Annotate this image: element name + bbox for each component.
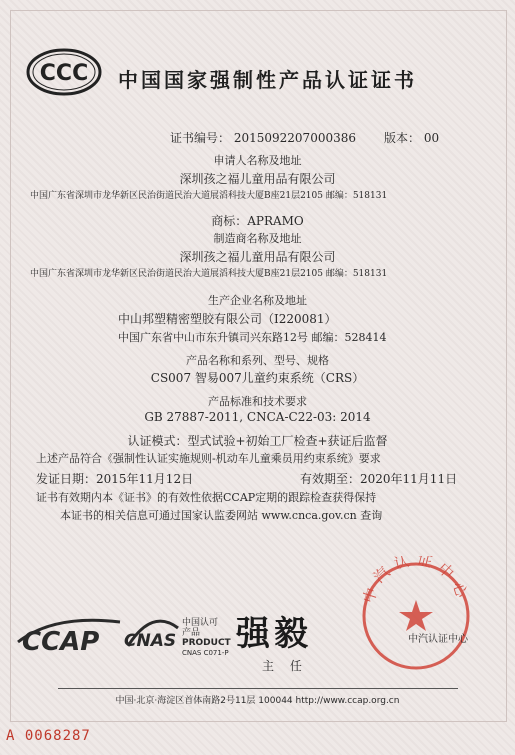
cnas-cn: 中国认可 <box>182 618 219 628</box>
footer-address: 中国·北京·海淀区首体南路2号11层 100044 http://www.ccap.org.cn <box>115 696 400 706</box>
brand: 商标：APRAMO <box>211 214 304 228</box>
seal-caption: 中汽认证中心 <box>408 634 468 645</box>
product-label: 产品名称和系列、型号、规格 <box>186 354 329 367</box>
ccap-logo-text: CCAP <box>22 627 100 656</box>
valid-until: 有效期至：2020年11月11日 <box>300 472 458 486</box>
conformity-statement: 上述产品符合《强制性认证实施规则-机动车儿童乘员用约束系统》要求 <box>36 452 381 465</box>
official-seal <box>356 556 476 680</box>
signature: 强毅 <box>236 614 312 654</box>
ccc-logo <box>26 48 102 100</box>
signer-title: 主 任 <box>262 659 308 673</box>
certification-mode: 认证模式：型式试验+初始工厂检查+获证后监督 <box>127 434 388 448</box>
cnas-code: CNAS C071-P <box>182 649 229 657</box>
factory-address: 中国广东省中山市东升镇司兴东路12号 邮编：528414 <box>118 331 387 344</box>
cnas-info <box>182 618 231 658</box>
cnas-cn2: 产品 <box>182 628 201 638</box>
validity-note: 证书有效期内本《证书》的有效性依据CCAP定期的跟踪检查获得保持 <box>36 491 377 504</box>
version-label: 版本： <box>384 131 421 145</box>
cert-number: 2015092207000386 <box>233 131 356 145</box>
applicant-address: 中国广东省深圳市龙华新区民治街道民治大道展滔科技大厦B座21层2105 邮编：518131 <box>30 191 388 201</box>
manufacturer-name: 深圳孩之福儿童用品有限公司 <box>179 250 336 264</box>
product-name: CS007 智易007儿童约束系统（CRS） <box>150 371 365 385</box>
issue-date: 发证日期：2015年11月12日 <box>36 472 194 486</box>
seal-text: 中汽认证中心 <box>359 556 473 606</box>
footer-divider <box>58 688 458 689</box>
manufacturer-address: 中国广东省深圳市龙华新区民治街道民治大道展滔科技大厦B座21层2105 邮编：518131 <box>30 269 388 279</box>
ccap-logo <box>14 612 124 660</box>
ccc-logo-text: CCC <box>39 61 89 86</box>
standard-label: 产品标准和技术要求 <box>208 395 307 408</box>
standard-value: GB 27887-2011, CNCA-C22-03: 2014 <box>144 410 371 424</box>
applicant-label: 申请人名称及地址 <box>213 154 302 167</box>
cert-number-label: 证书编号： <box>170 131 231 145</box>
cnas-logo <box>122 614 182 658</box>
cnas-product: PRODUCT <box>182 638 231 648</box>
version-value: 00 <box>423 131 440 145</box>
cert-number-row <box>170 129 356 146</box>
applicant-name: 深圳孩之福儿童用品有限公司 <box>179 172 336 186</box>
factory-label: 生产企业名称及地址 <box>208 294 307 307</box>
certificate-title: 中国国家强制性产品认证证书 <box>118 68 417 92</box>
serial-number: A 0068287 <box>6 728 91 744</box>
version-row <box>384 129 439 146</box>
manufacturer-label: 制造商名称及地址 <box>213 232 302 245</box>
query-note: 本证书的相关信息可通过国家认监委网站 www.cnca.gov.cn 查询 <box>60 509 383 522</box>
cnas-logo-text: CNAS <box>124 631 177 651</box>
factory-name: 中山邦塑精密塑胶有限公司（I220081） <box>118 312 337 326</box>
